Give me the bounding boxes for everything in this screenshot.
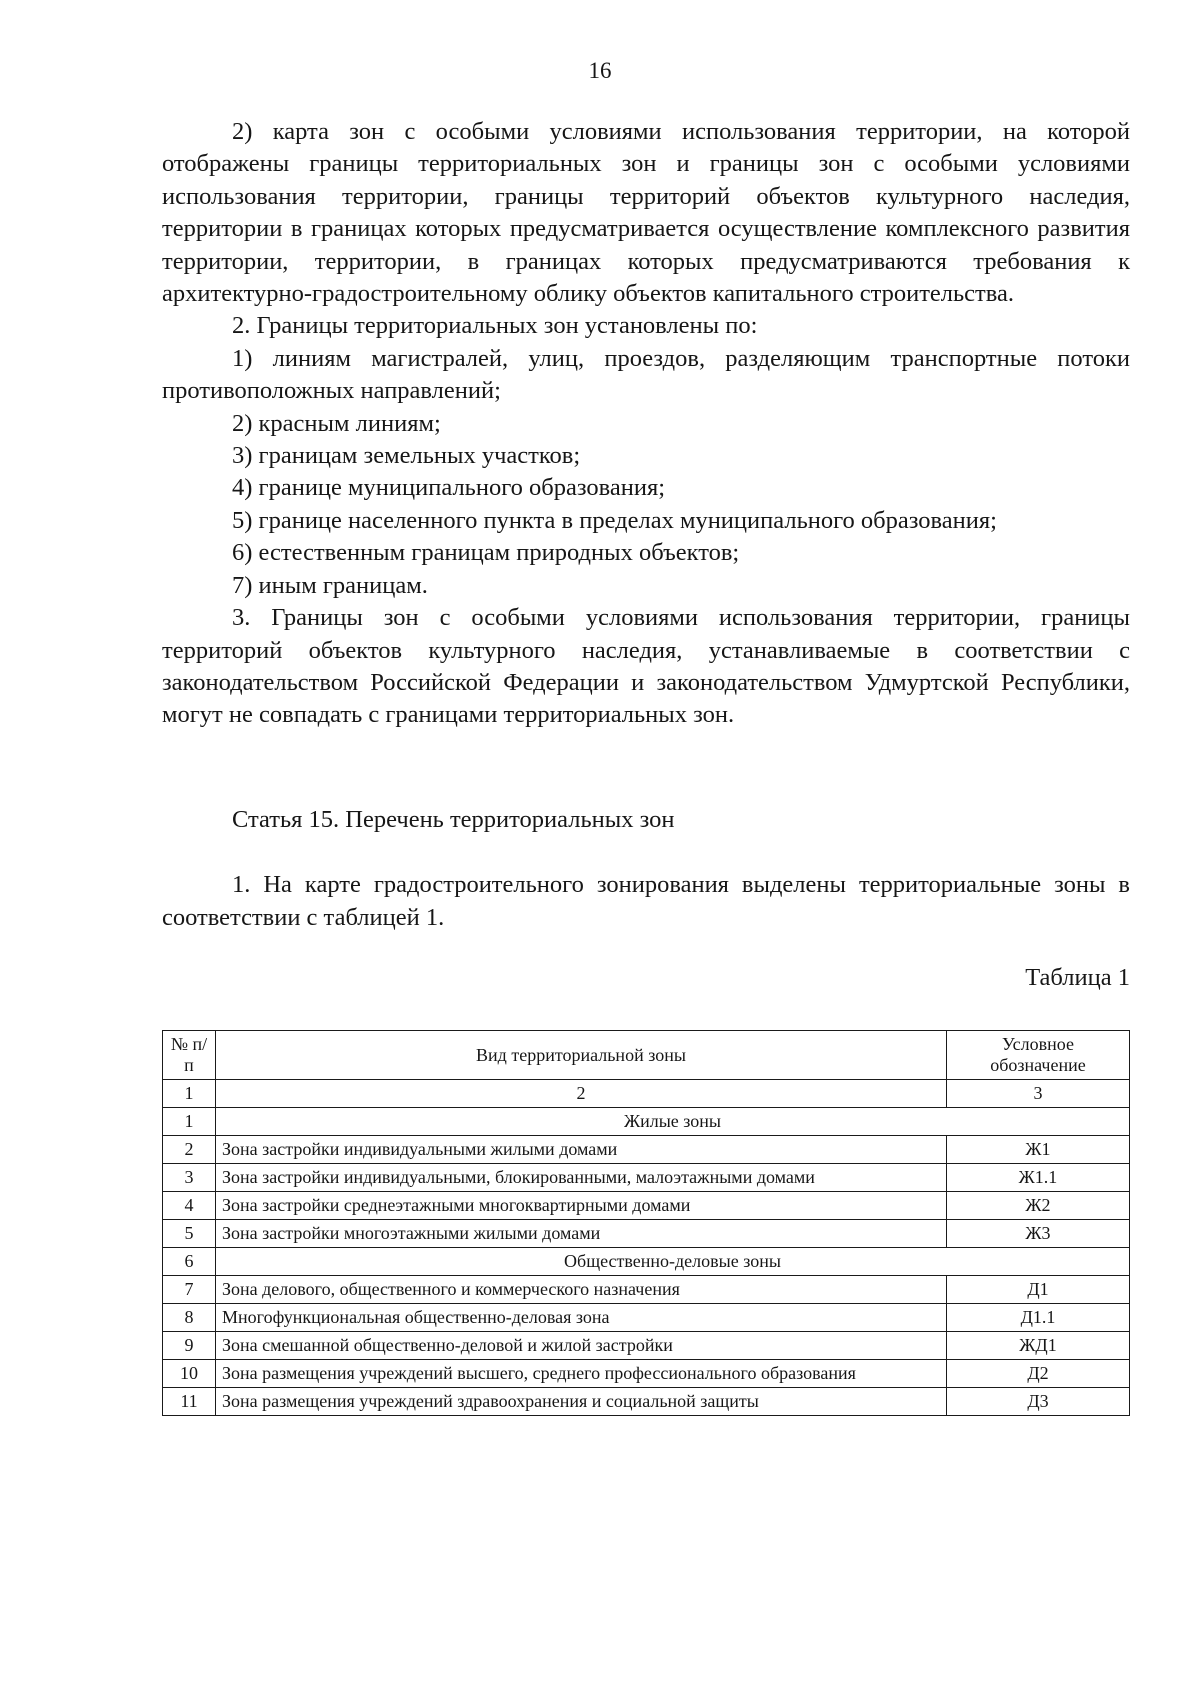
zone-name: Зона смешанной общественно-деловой и жилой застройки [216,1332,947,1360]
paragraph: 5) границе населенного пункта в пределах муниципального образования; [232,506,997,534]
zone-name: Зона размещения учреждений здравоохранения и социальной защиты [216,1388,947,1416]
table-row [163,1248,1130,1276]
zones-table [162,1030,1130,1416]
row-num: 7 [163,1276,216,1304]
row-num: 8 [163,1304,216,1332]
zone-code: ЖД1 [947,1332,1130,1360]
row-num: 10 [163,1360,216,1388]
section-title: Жилые зоны [216,1108,1130,1136]
row-num: 6 [163,1248,216,1276]
zone-code: Ж3 [947,1220,1130,1248]
zone-code: Ж1.1 [947,1164,1130,1192]
row-num: 11 [163,1388,216,1416]
table-row [163,1220,1130,1248]
table-row [163,1276,1130,1304]
row-num: 2 [163,1136,216,1164]
zone-name: Многофункциональная общественно-деловая зона [216,1304,947,1332]
paragraph: 2. Границы территориальных зон установлены по: [232,312,758,340]
table-row [163,1388,1130,1416]
header-type: Вид территориальной зоны [216,1031,947,1080]
table-header-row [163,1031,1130,1080]
article-title: Статья 15. Перечень территориальных зон [232,806,675,833]
zone-name: Зона размещения учреждений высшего, среднего профессионального образования [216,1360,947,1388]
paragraph: 1. На карте градостроительного зонирования выделены территориальные зоны в соответствии с таблицей 1. [162,871,1130,931]
column-number: 1 [163,1080,216,1108]
zone-code: Д3 [947,1388,1130,1416]
article-text [162,868,1130,934]
page-number: 16 [588,58,612,83]
paragraph: 7) иным границам. [232,571,428,599]
row-num: 5 [163,1220,216,1248]
table-caption: Таблица 1 [1025,964,1130,991]
zone-name: Зона застройки индивидуальными, блокированными, малоэтажными домами [216,1164,947,1192]
header-num: № п/п [163,1031,216,1080]
table-row [163,1108,1130,1136]
header-code: Условное обозначение [947,1031,1130,1080]
zone-name: Зона застройки среднеэтажными многоквартирными домами [216,1192,947,1220]
zone-name: Зона застройки многоэтажными жилыми домами [216,1220,947,1248]
paragraph: 3. Границы зон с особыми условиями использования территории, границы территорий объектов культурного наследия, устанавливаемые в соответствии с законодательством Российской Федерации и законодательством Удмуртской Республики, могут не совпадать с границами территориальных зон. [162,604,1130,729]
column-numbers-row [163,1080,1130,1108]
table-row [163,1332,1130,1360]
zone-code: Д1 [947,1276,1130,1304]
table-row [163,1360,1130,1388]
column-number: 2 [216,1080,947,1108]
zone-code: Д1.1 [947,1304,1130,1332]
row-num: 4 [163,1192,216,1220]
paragraph: 2) красным линиям; [232,409,441,437]
zone-code: Ж2 [947,1192,1130,1220]
zone-name: Зона застройки индивидуальными жилыми домами [216,1136,947,1164]
paragraph: 1) линиям магистралей, улиц, проездов, разделяющим транспортные потоки противоположных направлений; [162,344,1130,405]
table-row [163,1192,1130,1220]
zone-name: Зона делового, общественного и коммерческого назначения [216,1276,947,1304]
paragraph: 6) естественным границам природных объектов; [232,539,740,567]
table-row [163,1136,1130,1164]
zone-code: Д2 [947,1360,1130,1388]
table-row [163,1304,1130,1332]
paragraph: 4) границе муниципального образования; [232,474,666,502]
row-num: 9 [163,1332,216,1360]
paragraph: 2) карта зон с особыми условиями использования территории, на которой отображены границы территориальных зон и границы зон с особыми условиями использования территории, границы территорий объектов культурного наследия, территории в границах которых предусматривается осуществление комплексного развития территории, территории, в границах которых предусматриваются требования к архитектурно-градостроительному облику объектов капитального строительства. [162,118,1130,308]
row-num: 1 [163,1108,216,1136]
row-num: 3 [163,1164,216,1192]
table-row [163,1164,1130,1192]
paragraph: 3) границам земельных участков; [232,442,581,470]
section-title: Общественно-деловые зоны [216,1248,1130,1276]
zone-code: Ж1 [947,1136,1130,1164]
column-number: 3 [947,1080,1130,1108]
body-text [162,116,1130,732]
